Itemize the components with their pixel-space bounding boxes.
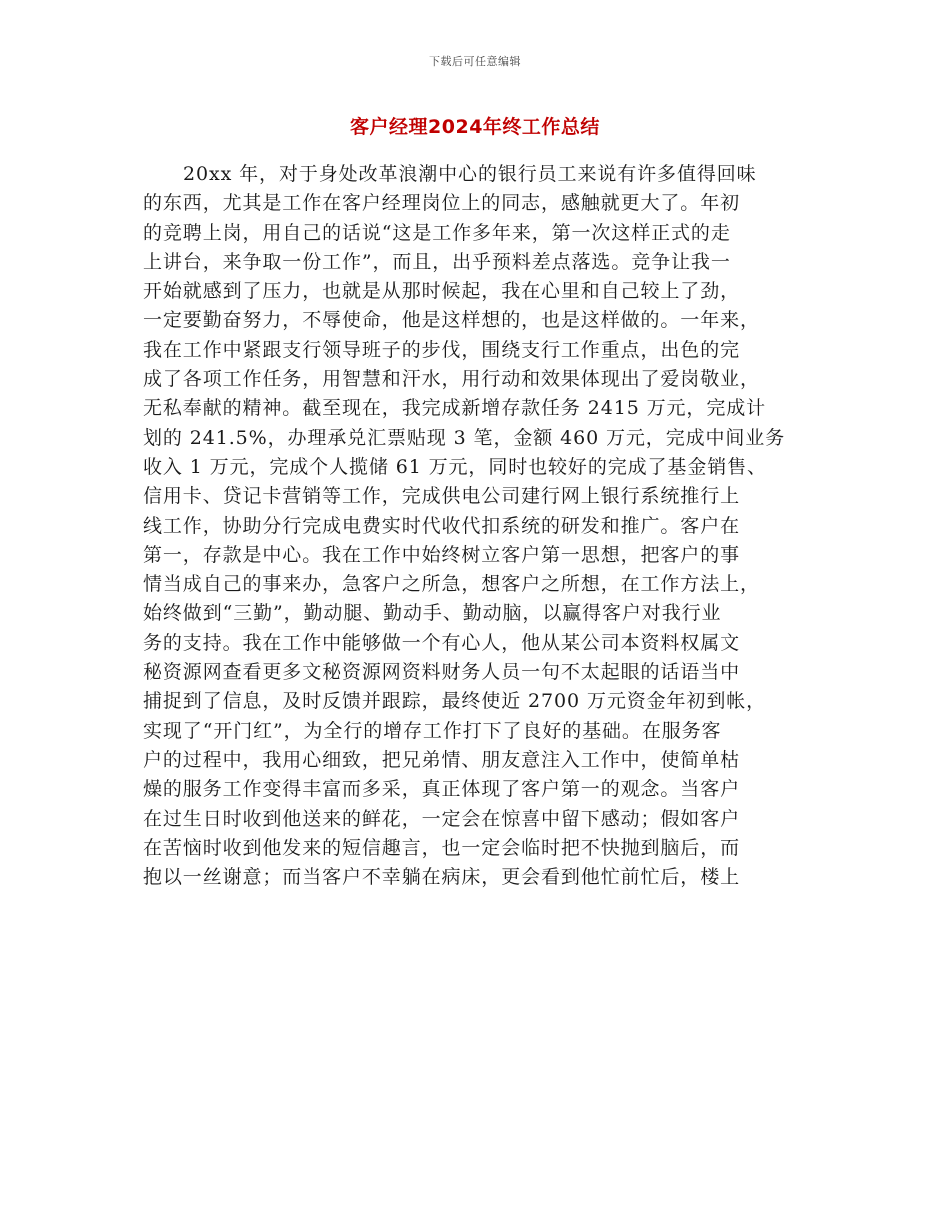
body-text-line: 秘资源网查看更多文秘资源网资料财务人员一句不太起眼的话语当中	[143, 661, 741, 684]
page-header: 下载后可任意编辑	[429, 55, 521, 68]
body-text-line: 线工作，协助分行完成电费实时代收代扣系统的研发和推广。客户在	[143, 514, 741, 537]
body-text-line: 我在工作中紧跟支行领导班子的步伐，围绕支行工作重点，出色的完	[143, 338, 741, 361]
body-text-line: 户的过程中，我用心细致，把兄弟情、朋友意注入工作中，使简单枯	[143, 748, 741, 771]
body-text-line: 划的 241.5%，办理承兑汇票贴现 3 笔，金额 460 万元，完成中间业务	[143, 426, 786, 449]
body-text-line: 捕捉到了信息，及时反馈并跟踪，最终使近 2700 万元资金年初到帐，	[143, 690, 767, 713]
document-title: 客户经理2024年终工作总结	[350, 116, 600, 138]
body-text-line: 实现了“开门红”，为全行的增存工作打下了良好的基础。在服务客	[143, 719, 722, 742]
body-text-line: 在苦恼时收到他发来的短信趣言，也一定会临时把不快抛到脑后，而	[143, 836, 741, 859]
body-text-line: 的竞聘上岗，用自己的话说“这是工作多年来，第一次这样正式的走	[143, 221, 731, 244]
body-text-line: 上讲台，来争取一份工作”，而且，出乎预料差点落选。竞争让我一	[143, 250, 731, 273]
body-text-line: 开始就感到了压力，也就是从那时候起，我在心里和自己较上了劲，	[143, 280, 741, 303]
body-text-line: 第一，存款是中心。我在工作中始终树立客户第一思想，把客户的事	[143, 543, 741, 566]
body-text-line: 成了各项工作任务，用智慧和汗水，用行动和效果体现出了爱岗敬业，	[143, 368, 760, 391]
body-text-line: 务的支持。我在工作中能够做一个有心人，他从某公司本资料权属文	[143, 631, 741, 654]
body-text-line: 信用卡、贷记卡营销等工作，完成供电公司建行网上银行系统推行上	[143, 485, 741, 508]
body-text-line: 20xx 年，对于身处改革浪潮中心的银行员工来说有许多值得回味	[183, 163, 757, 185]
body-text-line: 在过生日时收到他送来的鲜花，一定会在惊喜中留下感动；假如客户	[143, 807, 741, 830]
body-text-line: 情当成自己的事来办，急客户之所急，想客户之所想，在工作方法上，	[143, 573, 760, 596]
body-text-line: 一定要勤奋努力，不辱使命，他是这样想的，也是这样做的。一年来，	[143, 309, 760, 332]
body-text-line: 抱以一丝谢意；而当客户不幸躺在病床，更会看到他忙前忙后，楼上	[143, 866, 741, 889]
body-text-line: 始终做到“三勤”，勤动腿、勤动手、勤动脑，以赢得客户对我行业	[143, 602, 722, 625]
body-text-line: 的东西，尤其是工作在客户经理岗位上的同志，感触就更大了。年初	[143, 192, 741, 215]
body-text-line: 无私奉献的精神。截至现在，我完成新增存款任务 2415 万元，完成计	[143, 397, 767, 420]
body-text-line: 燥的服务工作变得丰富而多采，真正体现了客户第一的观念。当客户	[143, 778, 741, 801]
body-text-line: 收入 1 万元，完成个人揽储 61 万元，同时也较好的完成了基金销售、	[143, 455, 767, 478]
document-body	[143, 160, 808, 892]
